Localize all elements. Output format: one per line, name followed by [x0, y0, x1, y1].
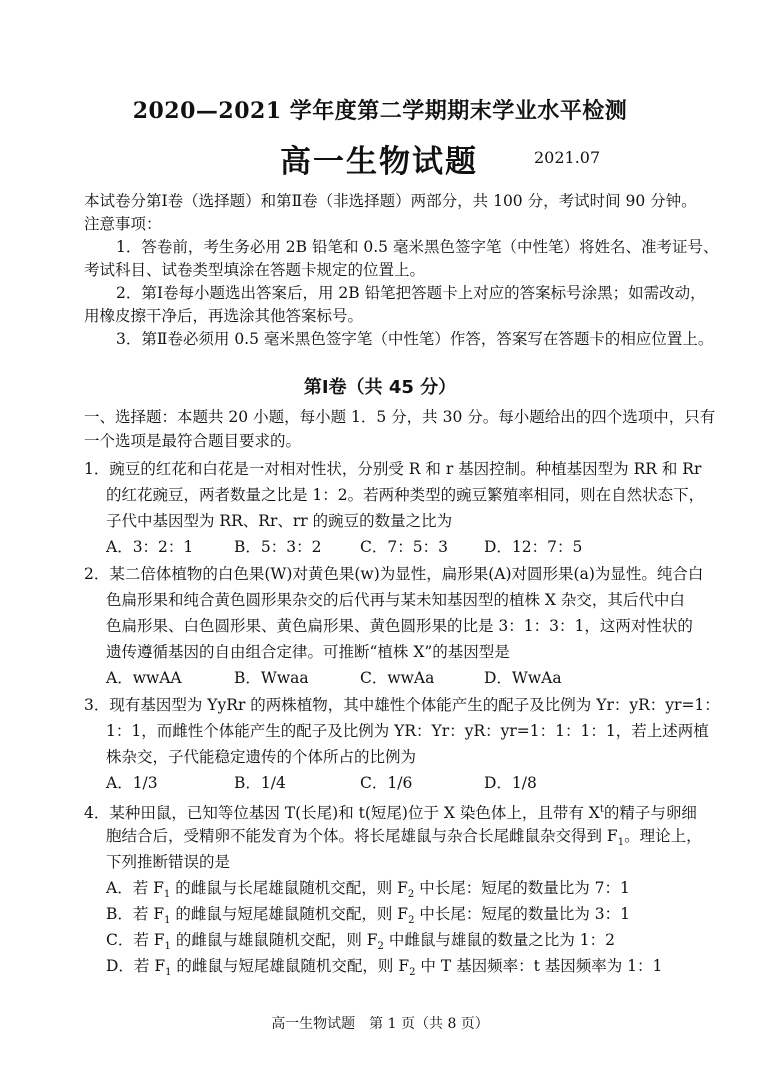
q4-line-3: 下列推断错误的是	[106, 853, 231, 871]
q2-line-2: 色扁形果和纯合黄色圆形果杂交的后代再与某未知基因型的植株 X 杂交，其后代中白	[106, 591, 685, 609]
q1-options	[106, 534, 666, 560]
q1-line-3: 子代中基因型为 RR、Rr、rr 的豌豆的数量之比为	[106, 512, 453, 530]
notes-heading: 注意事项：	[84, 215, 162, 233]
note-1b: 考试科目、试卷类型填涂在答题卡规定的位置上。	[84, 261, 426, 279]
q3-line-2: 1：1，而雌性个体能产生的配子及比例为 YR：Yr：yR：yr=1：1：1：1，若上述两植	[106, 722, 709, 740]
q2-option-c: C．wwAa	[360, 669, 435, 687]
q4-sup-t: t	[599, 804, 604, 815]
q3-line-1: 3．现有基因型为 YyRr 的两株植物，其中雄性个体能产生的配子及比例为 Yr：yR：yr=1：	[84, 696, 720, 714]
q1-line-2: 的红花豌豆，两者数量之比是 1：2。若两种类型的豌豆繁殖率相同，则在自然状态下，	[106, 486, 705, 504]
q1-option-b: B．5：3：2	[234, 538, 322, 556]
section-desc-a: 一、选择题：本题共 20 小题，每小题 1．5 分，共 30 分。每小题给出的四个选项中，只有	[84, 408, 716, 426]
note-2a: 2．第Ⅰ卷每小题选出答案后，用 2B 铅笔把答题卡上对应的答案标号涂黑；如需改动，	[116, 284, 706, 302]
subtitle-row	[0, 136, 760, 178]
q1-line-1: 1．豌豆的红花和白花是一对相对性状，分别受 R 和 r 基因控制。种植基因型为 RR 和 Rr	[84, 460, 702, 478]
q3-options	[106, 770, 666, 796]
q1-option-c: C．7：5：3	[360, 538, 448, 556]
q4-sub-1: 1	[617, 837, 625, 849]
q4-option-a: A．若 $F_1$ 的雌鼠与长尾雄鼠随机交配，则 $F_2$ 中长尾：短尾的数量比为 7：1	[106, 879, 630, 901]
exam-date: 2021.07	[534, 148, 601, 167]
q2-options	[106, 665, 666, 691]
q1-option-a: A．3：2：1	[106, 538, 194, 556]
q4-option-b: B．若 $F_1$ 的雌鼠与短尾雄鼠随机交配，则 $F_2$ 中长尾：短尾的数量比为 3：1	[106, 905, 631, 927]
intro-line: 本试卷分第Ⅰ卷（选择题）和第Ⅱ卷（非选择题）两部分，共 100 分，考试时间 90 分钟。	[84, 192, 697, 210]
note-3: 3．第Ⅱ卷必须用 0.5 毫米黑色签字笔（中性笔）作答，答案写在答题卡的相应位置上。	[116, 330, 714, 348]
note-2b: 用橡皮擦干净后，再选涂其他答案标号。	[84, 307, 364, 325]
section-desc-b: 一个选项是最符合题目要求的。	[84, 432, 302, 450]
section-title: 第Ⅰ卷（共 45 分）	[303, 377, 457, 398]
q4-line-2: 胞结合后，受精卵不能发育为个体。将长尾雄鼠与杂合长尾雌鼠杂交得到 $F_1$。理论上，	[106, 827, 702, 849]
q2-option-a: A．wwAA	[106, 669, 182, 687]
page-footer: 高一生物试题 第 1 页（共 8 页）	[271, 1016, 489, 1032]
q2-option-d: D．WwAa	[484, 669, 562, 687]
q4-option-c: C．若 $F_1$ 的雌鼠与雄鼠随机交配，则 $F_2$ 中雌鼠与雄鼠的数量之比为 1：2	[106, 931, 616, 953]
q2-line-4: 遗传遵循基因的自由组合定律。可推断“植株 X”的基因型是	[106, 643, 510, 661]
q2-line-1: 2．某二倍体植物的白色果(W)对黄色果(w)为显性，扁形果(A)对圆形果(a)为显性。纯合白	[84, 565, 704, 583]
q4-option-d: D．若 $F_1$ 的雌鼠与短尾雄鼠随机交配，则 $F_2$ 中 T 基因频率：t 基因频率为 1：1	[106, 957, 663, 979]
q3-option-b: B．1/4	[234, 774, 286, 792]
exam-subtitle: 高一生物试题	[280, 144, 478, 180]
q3-option-c: C．1/6	[360, 774, 413, 792]
exam-title: 2020—2021 学年度第二学期期末学业水平检测	[132, 98, 628, 124]
q3-line-3: 株杂交，子代能稳定遗传的个体所占的比例为	[106, 748, 417, 766]
q3-option-a: A．1/3	[106, 774, 158, 792]
q3-option-d: D．1/8	[484, 774, 537, 792]
q2-line-3: 色扁形果、白色圆形果、黄色扁形果、黄色圆形果的比是 3：1：3：1，这两对性状的	[106, 617, 693, 635]
q1-option-d: D．12：7：5	[484, 538, 583, 556]
q4-line-1: 4．某种田鼠，已知等位基因 T(长尾)和 t(短尾)位于 X 染色体上，且带有 $X^t$的精子与卵细	[84, 804, 697, 823]
q2-option-b: B．Wwaa	[234, 669, 309, 687]
note-1a: 1．答卷前，考生务必用 2B 铅笔和 0.5 毫米黑色签字笔（中性笔）将姓名、准考证号、	[116, 238, 719, 256]
